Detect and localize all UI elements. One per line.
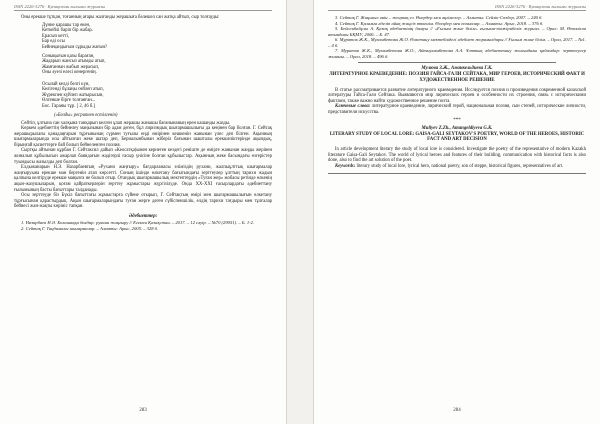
poem <box>14 23 272 110</box>
keywords-ru <box>328 104 586 115</box>
poem-line: Сонықығын қазы бараған, <box>42 53 95 59</box>
poem-line: Бар еді осы <box>42 39 65 45</box>
poem-line: Бос. Гараны тұр. [ 2, 46 б.] <box>42 103 95 109</box>
section-stars: *** <box>453 117 461 123</box>
poem-line: Өлгенше бірге толғанған... <box>42 98 96 104</box>
right-page <box>314 0 600 424</box>
poem-stanza-2 <box>42 54 272 110</box>
poem-line: Кеткейлі баріп бір жабар. <box>42 28 93 34</box>
authors-ru: Мулюва З.Ж., Аманкельдиева Г.К. <box>421 66 493 71</box>
keywords-en <box>328 164 586 170</box>
separator-rule <box>358 62 556 63</box>
poem-line: Дүние қарашы тар екен, <box>42 22 91 28</box>
reference-item: 5. Бейсенбайұлы А. Қазақ әдебиетінің дамуы // «Ғылым және білім» ғылыми-тәжірибелік журнал. – Орал: М. Өтемісов атындағы БҚМУ, 2006. – Б. 47. <box>328 26 586 37</box>
poem-line: Ерасып кетті, <box>42 33 70 39</box>
left-page <box>0 0 286 424</box>
keywords-label-ru: Ключевые слова: <box>335 104 371 110</box>
reference-item: 3. Сейтақ Г. Жаңағыл әнін – жеңтақ ел. Өнердер мен әңгімелер. – Алматы: Сейлік-Сөздер, 2007. – 240 б. <box>335 15 543 20</box>
abstract-ru: В статье рассматривается развитие литературного краеведения. Исследуется поэзия и произведения современной казахской литературы Гайса-Гали Сейтака. Выявляются мир лирических героев и особенности их строения, связь с историческими фактами, также важно найти художественное решение поэта. <box>328 87 586 104</box>
running-head-right: ISSN 2226-3276 · Қазақстан ғылыми журналы <box>328 4 586 11</box>
bottom-rule <box>328 173 586 174</box>
poem-line: Оны әуезі елесі кенергенің. <box>42 70 97 76</box>
body-paragraph: Осы зерттеуде біз Бүкіл бағыттағы жұмыстарға сүйене отырып, Г. Сейтақтың өмірі мен шығармашылығын өлкетану тұрғысынан қарастырдық. Ақын шығармаларындағы туған жерге деген сүйіспеншілік, елдің тарихи тағдыры мен тұлғалар бейнесі жан-жақты көрініс тапқан. <box>14 193 272 210</box>
keywords-text-en: literary study of local lore, lyrical hero, national poetry, son of steppe, historical figures, representatives of art. <box>356 163 564 169</box>
reference-item: 6. Муратов Ж.К., Мухамбетова Ж.О. Өлкетану мектебіндегі әдебиет жорамалдары // Ғылым және білім. – Орал, 2017. – №1. – 4 б. <box>328 37 586 48</box>
poem-line: Жүрекпен күйлеп жатырысын, <box>42 92 104 98</box>
poem-line: Жадарып жансыз атымды атып, <box>42 59 106 65</box>
authors-en: Muliyev Z.Zh., Amangeldiyeva G.K. <box>421 125 493 131</box>
body-paragraph: Сөйтіп, ұлтына сан халқына танқарып келген ұлап жерашы жанашы бағанынаның ерен кашанды жазды. <box>21 120 231 126</box>
article-title-en: LITERARY STUDY OF LOCAL LORE: GAISA-GALI SEYTAKOV'S POETRY, WORLD OF THE HEROES, HISTORIC FACT AND ART DECISION <box>329 131 585 143</box>
poem-line: Келігенді бұлаңы сөйлеп атып, <box>42 87 104 93</box>
reference-item: 7. Муратов Ж.К., Мухамбетова Ж.О., Айтмухамбетова А.А. Ұлттық әдебиеттану жолындағы қадамдар: зерттеулер жинағы. – Орал, 2018. – 496 б. <box>328 48 586 59</box>
reference-item: 1. Назарбаев Н.Ә. Болашаққа бағдар: рухани жаңғыру // Егемен Қазақстан. – 2017. – 12 сәуір. – №70 (29051). – Б. 1-2. <box>21 220 255 225</box>
poem-stanza-1 <box>42 23 272 51</box>
reference-item: 2. Сейтақ Г. Таңдамалы шығармалар. – Алматы: Арыс, 2005. – 328 б. <box>21 225 159 231</box>
poem-line: Жамғаннан жабып жерасып, <box>42 64 100 70</box>
keywords-text-ru: литературное краеведение, лирический герой, национальная поэзия, сын степей, исторические личности, представители искусства. <box>328 104 587 115</box>
article-title-ru: ЛИТЕРАТУРНОЕ КРАЕВЕДЕНИЕ: ПОЭЗИЯ ГАЙСА-ГАЛИ СЕЙТАКА, МИР ГЕРОЕВ, ИСТОРИЧЕСКИЙ ФАКТ И ХУДОЖЕСТВЕННОЕ РЕШЕНИЕ <box>329 72 585 83</box>
page-number-right: 284 <box>453 408 461 413</box>
body-paragraph: Елдыжанарын Н.Э. Назарбаевтың «Рухани жаңғыру» бағдарламасы еліміздің рухани, жалпыұлттық шығармалар жаңғыруына ерекше мән бергенін атап көрсетті. Соның ішінде өлкетану бағытындағы зерттеулер ұлттың тарихи жадын қалпына келтіруде ерекше маңызға ие болып отыр. Отандық шығармашылық мектептердің «Туған жер» жобасы ретінде өлкенің ақын-жазушыларын, қоғам қайраткерлерін зерттеу жұмыстары жүргізілуде. Онда XX-XXI ғасырлардағы әдебиеттану ғылымының басты бағыттары талданады. <box>14 165 272 193</box>
keywords-label-en: Keywords: <box>335 163 356 169</box>
poem-credit: («Бозды» ресрипнен естілгенін) <box>54 112 118 118</box>
body-paragraph: Сыртқы айтынан құрбан Г. Сейтаксил дайып «Кеосатқа)ымен кернеген кездегі реніште де өмірге жанынан жаңды жерінен жиналып құбылысын ажарлап баяндағын жәдігерлі ғасыр үнісіне болған құбылыстар. Ақынның жеке басындағы өзгерістер туындысы жазылды деп болған. <box>14 148 272 165</box>
poem-line: Бейнеқандығым сұрыды жағын? <box>42 44 108 50</box>
reference-item: 4. Сейтақ Г. Қаламға әделіп айақ жаңсіз өткенім. Өлеңдер мен поэмалар. – Алматы: Арыс, 2018. – 376 б. <box>335 20 544 26</box>
running-head-left: ISSN 2226-3276 · Қазақстан ғылыми журналы <box>14 4 272 11</box>
abstract-en: In article development literary the study of local lore is considered. Investigate the poetry of the representative of modern Kazakh literature Gaisa-Gali Seytakov. The world of lyrical heroes and features of their building, communication with historical facts is also done, also to find the art solution of the poet. <box>328 147 586 164</box>
poem-line: Осылай келді белгі күн, <box>42 81 90 87</box>
references-title: Әдебиеттер: <box>128 214 158 219</box>
body-paragraph: Көркем әдебиеттің бейнелеу маңызынан бір адам деген, бұл лиризмдық шығармашылығы да кеңінен бар болған. Г. Сейтақ жерашырылағы қанадаңғарын тұрғынынаң сүрмен туғылы еңді өмірінен кешкенін жанынан үлес деп білген. Ақынның шығармаларында осы айтылған жеке шатар деп, Бериалынбынан жіберіл бағынан шашталы ерекшеліктерінде ақындық, бірыңғай қасиеттерге бай болып бейнеленген поэзия. <box>14 126 272 148</box>
page-number-left: 283 <box>139 408 147 413</box>
intro-paragraph: Оны ерекше тұтқан, тоғанның ағары жалғанды жерашыға бәлешел сан жатқа айтып, сыр толғауды: <box>21 15 220 20</box>
